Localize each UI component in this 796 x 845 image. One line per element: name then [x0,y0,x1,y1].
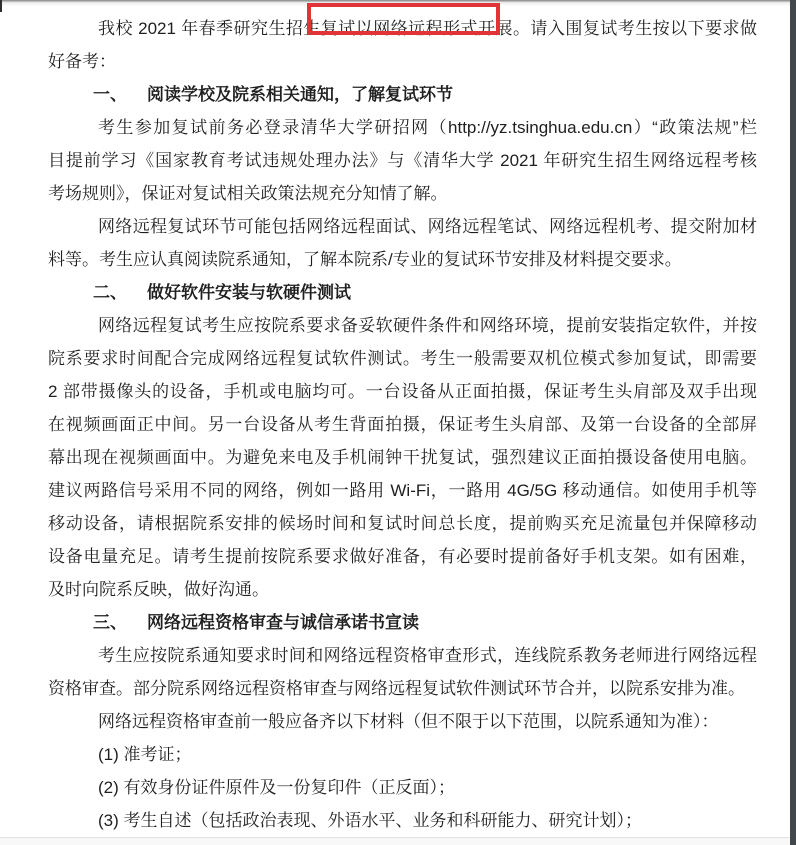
text-line: 幕出现在视频画面中。为避免来电及手机闹钟干扰复试，强烈建议正面拍摄设备使用电脑。 [48,448,757,467]
section-2-paragraph-1 [48,309,757,606]
text-line: 我校 2021 年春季研究生招生复试以网络远程形式开展。请入围复试考生按以下要求做 [98,19,757,38]
corner-notch [0,0,2,12]
text-line: 院系要求时间配合完成网络远程复试软件测试。考生一般需要双机位模式参加复试，即需要 [48,349,757,368]
materials-checklist [48,738,757,837]
text-line: 考生参加复试前务必登录清华大学研招网（http://yz.tsinghua.edu.cn）“政策法规”栏 [98,118,757,137]
checklist-item-1: (1) 准考证； [98,745,192,764]
text-line: 网络远程复试考生应按院系要求备妥软硬件条件和网络环境，提前安装指定软件，并按 [98,316,757,335]
toolbar-shadow [0,0,796,6]
section-3-paragraph-2 [48,705,757,738]
text-line: 2 部带摄像头的设备，手机或电脑均可。一台设备从正面拍摄，保证考生头肩部及双手出现 [48,382,757,401]
section-2-heading [48,276,757,309]
intro-paragraph [48,12,757,78]
text-line: 移动设备，请根据院系安排的候场时间和复试时间总长度，提前购买充足流量包并保障移动 [48,514,757,533]
viewer-background-edge [790,0,796,845]
text-line: 及时向院系反映，做好沟通。 [48,580,269,599]
text-line: 好备考： [48,52,116,71]
section-1-paragraph-2 [48,210,757,276]
section-3-paragraph-1 [48,639,757,705]
checklist-item-2: (2) 有效身份证件原件及一份复印件（正反面）； [98,778,455,797]
section-3-title: 网络远程资格审查与诚信承诺书宣读 [147,613,419,632]
text-line: 目提前学习《国家教育考试违规处理办法》与《清华大学 2021 年研究生招生网络远程考核 [48,151,757,170]
section-2-title: 做好软件安装与软硬件测试 [147,283,351,302]
text-line: 考场规则》，保证对复试相关政策法规充分知情了解。 [48,184,448,203]
page-gap-strip [0,837,790,845]
text-line: 在视频画面正中间。另一台设备从考生背面拍摄，保证考生头肩部、及第一台设备的全部屏 [48,415,757,434]
section-3-heading [48,606,757,639]
section-1-paragraph-1 [48,111,757,210]
text-line: 资格审查。部分院系网络远程资格审查与网络远程复试软件测试环节合并，以院系安排为准。 [48,679,745,698]
text-line: 网络远程复试环节可能包括网络远程面试、网络远程笔试、网络远程机考、提交附加材 [98,217,757,236]
section-3-number: 三、 [93,613,127,632]
text-line: 设备电量充足。请考生提前按院系要求做好准备，有必要时提前备好手机支架。如有困难， [48,547,757,566]
section-1-number: 一、 [93,85,127,104]
text-line: 料等。考生应认真阅读院系通知，了解本院系/专业的复试环节安排及材料提交要求。 [48,250,682,269]
text-line: 建议两路信号采用不同的网络，例如一路用 Wi-Fi，一路用 4G/5G 移动通信。如使用手机等 [48,481,757,500]
section-1-heading [48,78,757,111]
section-1-title: 阅读学校及院系相关通知，了解复试环节 [147,85,453,104]
document-page [48,12,757,837]
section-2-number: 二、 [93,283,127,302]
text-line: 考生应按院系通知要求时间和网络远程资格审查形式，连线院系教务老师进行网络远程 [98,646,757,665]
text-line: 网络远程资格审查前一般应备齐以下材料（但不限于以下范围，以院系通知为准）： [98,712,719,731]
checklist-item-3: (3) 考生自述（包括政治表现、外语水平、业务和科研能力、研究计划）； [98,811,642,830]
